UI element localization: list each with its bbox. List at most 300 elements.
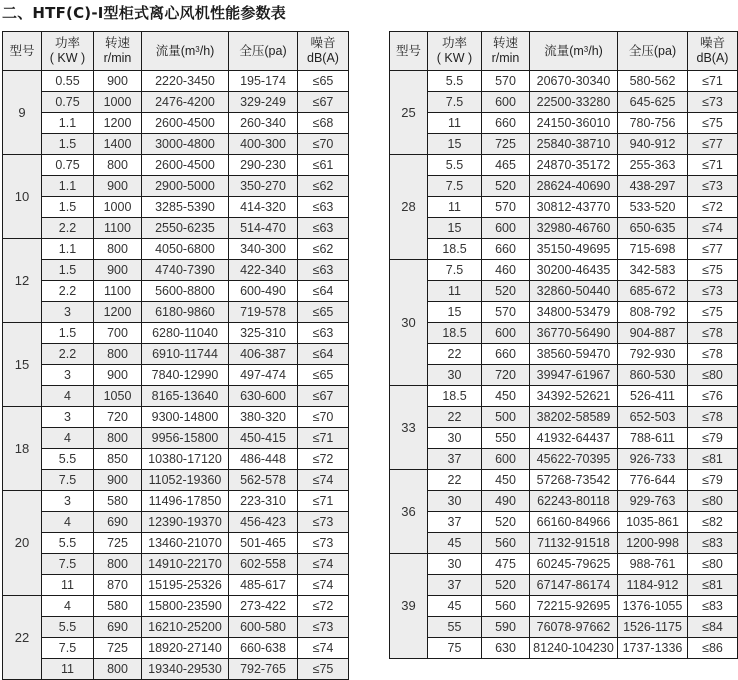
noise-cell: ≤73 (688, 281, 738, 302)
table-row (3, 617, 349, 638)
flow-cell: 7840-12990 (142, 365, 229, 386)
header-pressure: 全压(pa) (229, 32, 298, 71)
table-row (3, 176, 349, 197)
speed-cell: 1050 (94, 386, 142, 407)
model-cell: 22 (3, 596, 42, 680)
table-row (390, 470, 738, 491)
header-speed-unit: r/min (491, 51, 520, 65)
pressure-cell: 860-530 (618, 365, 688, 386)
model-cell: 12 (3, 239, 42, 323)
page-title: 二、HTF(C)-I型柜式离心风机性能参数表 (2, 4, 286, 22)
speed-cell: 800 (94, 554, 142, 575)
speed-cell: 1200 (94, 302, 142, 323)
speed-cell: 720 (94, 407, 142, 428)
table-row (390, 365, 738, 386)
speed-cell: 600 (482, 218, 530, 239)
noise-cell: ≤62 (298, 239, 349, 260)
pressure-cell: 422-340 (229, 260, 298, 281)
power-cell: 18.5 (428, 323, 482, 344)
flow-cell: 18920-27140 (142, 638, 229, 659)
speed-cell: 1000 (94, 92, 142, 113)
header-speed-unit: r/min (103, 51, 132, 65)
table-row (3, 470, 349, 491)
table-row (390, 617, 738, 638)
speed-cell: 450 (482, 470, 530, 491)
table-body (3, 71, 349, 680)
table-row (390, 92, 738, 113)
table-row (3, 449, 349, 470)
header-flow-unit: /h) (588, 43, 603, 58)
power-cell: 30 (428, 491, 482, 512)
power-cell: 5.5 (42, 533, 94, 554)
noise-cell: ≤79 (688, 470, 738, 491)
noise-cell: ≤75 (688, 302, 738, 323)
header-speed (94, 32, 142, 71)
pressure-cell: 926-733 (618, 449, 688, 470)
pressure-cell: 273-422 (229, 596, 298, 617)
table-row (390, 638, 738, 659)
speed-cell: 475 (482, 554, 530, 575)
speed-cell: 580 (94, 596, 142, 617)
noise-cell: ≤65 (298, 365, 349, 386)
noise-cell: ≤61 (298, 155, 349, 176)
noise-cell: ≤83 (688, 596, 738, 617)
model-cell: 36 (390, 470, 428, 554)
flow-cell: 32860-50440 (530, 281, 618, 302)
power-cell: 4 (42, 596, 94, 617)
noise-cell: ≤64 (298, 281, 349, 302)
speed-cell: 1400 (94, 134, 142, 155)
noise-cell: ≤74 (298, 470, 349, 491)
flow-cell: 2600-4500 (142, 113, 229, 134)
noise-cell: ≤68 (298, 113, 349, 134)
pressure-cell: 792-930 (618, 344, 688, 365)
table-row (390, 197, 738, 218)
pressure-cell: 406-387 (229, 344, 298, 365)
power-cell: 1.1 (42, 239, 94, 260)
header-speed-label: 转速 (104, 36, 130, 50)
power-cell: 5.5 (42, 617, 94, 638)
table-row (390, 554, 738, 575)
header-power-unit: ( KW ) (49, 51, 86, 65)
pressure-cell: 325-310 (229, 323, 298, 344)
header-power (428, 32, 482, 71)
table-row (390, 134, 738, 155)
pressure-cell: 501-465 (229, 533, 298, 554)
table-row (390, 71, 738, 92)
power-cell: 45 (428, 596, 482, 617)
pressure-cell: 580-562 (618, 71, 688, 92)
flow-cell: 38560-59470 (530, 344, 618, 365)
table-body (390, 71, 738, 659)
power-cell: 0.55 (42, 71, 94, 92)
flow-cell: 19340-29530 (142, 659, 229, 680)
header-noise (688, 32, 738, 71)
noise-cell: ≤74 (298, 638, 349, 659)
header-flow-sup: 3 (583, 44, 589, 54)
flow-cell: 35150-49695 (530, 239, 618, 260)
pressure-cell: 438-297 (618, 176, 688, 197)
speed-cell: 900 (94, 71, 142, 92)
flow-cell: 15800-23590 (142, 596, 229, 617)
speed-cell: 460 (482, 260, 530, 281)
noise-cell: ≤77 (688, 239, 738, 260)
pressure-cell: 195-174 (229, 71, 298, 92)
noise-cell: ≤78 (688, 407, 738, 428)
pressure-cell: 562-578 (229, 470, 298, 491)
flow-cell: 4740-7390 (142, 260, 229, 281)
noise-cell: ≤84 (688, 617, 738, 638)
speed-cell: 500 (482, 407, 530, 428)
speed-cell: 600 (482, 323, 530, 344)
pressure-cell: 1737-1336 (618, 638, 688, 659)
flow-cell: 6910-11744 (142, 344, 229, 365)
pressure-cell: 414-320 (229, 197, 298, 218)
header-power (42, 32, 94, 71)
flow-cell: 2220-3450 (142, 71, 229, 92)
noise-cell: ≤80 (688, 365, 738, 386)
speed-cell: 800 (94, 428, 142, 449)
table-row (3, 386, 349, 407)
pressure-cell: 1035-861 (618, 512, 688, 533)
speed-cell: 870 (94, 575, 142, 596)
speed-cell: 700 (94, 323, 142, 344)
pressure-cell: 380-320 (229, 407, 298, 428)
fan-spec-table-left (2, 31, 349, 680)
pressure-cell: 660-638 (229, 638, 298, 659)
table-row (390, 260, 738, 281)
table-row (3, 323, 349, 344)
power-cell: 30 (428, 365, 482, 386)
speed-cell: 570 (482, 71, 530, 92)
header-flow-label: 流量(m (544, 43, 584, 58)
header-noise-label: 噪音 (699, 36, 725, 50)
noise-cell: ≤78 (688, 323, 738, 344)
flow-cell: 6180-9860 (142, 302, 229, 323)
table-row (3, 554, 349, 575)
model-cell: 30 (390, 260, 428, 386)
flow-cell: 2900-5000 (142, 176, 229, 197)
pressure-cell: 988-761 (618, 554, 688, 575)
speed-cell: 1100 (94, 218, 142, 239)
flow-cell: 2600-4500 (142, 155, 229, 176)
noise-cell: ≤77 (688, 134, 738, 155)
table-header (390, 32, 738, 71)
pressure-cell: 780-756 (618, 113, 688, 134)
table-row (390, 428, 738, 449)
power-cell: 1.1 (42, 113, 94, 134)
pressure-cell: 1526-1175 (618, 617, 688, 638)
noise-cell: ≤65 (298, 71, 349, 92)
flow-cell: 30812-43770 (530, 197, 618, 218)
power-cell: 15 (428, 218, 482, 239)
flow-cell: 39947-61967 (530, 365, 618, 386)
flow-cell: 9956-15800 (142, 428, 229, 449)
table-row (3, 281, 349, 302)
noise-cell: ≤73 (688, 176, 738, 197)
flow-cell: 62243-80118 (530, 491, 618, 512)
flow-cell: 12390-19370 (142, 512, 229, 533)
flow-cell: 81240-104230 (530, 638, 618, 659)
speed-cell: 560 (482, 596, 530, 617)
speed-cell: 660 (482, 239, 530, 260)
speed-cell: 900 (94, 260, 142, 281)
noise-cell: ≤73 (688, 92, 738, 113)
flow-cell: 60245-79625 (530, 554, 618, 575)
model-cell: 39 (390, 554, 428, 659)
flow-cell: 28624-40690 (530, 176, 618, 197)
speed-cell: 725 (94, 533, 142, 554)
flow-cell: 11496-17850 (142, 491, 229, 512)
speed-cell: 900 (94, 470, 142, 491)
table-row (390, 302, 738, 323)
noise-cell: ≤63 (298, 260, 349, 281)
speed-cell: 520 (482, 176, 530, 197)
pressure-cell: 650-635 (618, 218, 688, 239)
model-cell: 18 (3, 407, 42, 491)
power-cell: 7.5 (428, 176, 482, 197)
noise-cell: ≤80 (688, 491, 738, 512)
speed-cell: 1200 (94, 113, 142, 134)
flow-cell: 20670-30340 (530, 71, 618, 92)
speed-cell: 725 (94, 638, 142, 659)
power-cell: 2.2 (42, 344, 94, 365)
pressure-cell: 1200-998 (618, 533, 688, 554)
speed-cell: 900 (94, 176, 142, 197)
pressure-cell: 486-448 (229, 449, 298, 470)
speed-cell: 850 (94, 449, 142, 470)
table-row (3, 302, 349, 323)
pressure-cell: 602-558 (229, 554, 298, 575)
header-noise-unit: dB(A) (307, 51, 339, 65)
power-cell: 2.2 (42, 281, 94, 302)
model-cell: 15 (3, 323, 42, 407)
flow-cell: 6280-11040 (142, 323, 229, 344)
table-row (3, 533, 349, 554)
table-row (390, 407, 738, 428)
pressure-cell: 533-520 (618, 197, 688, 218)
header-flow-unit: /h) (199, 43, 215, 58)
flow-cell: 71132-91518 (530, 533, 618, 554)
power-cell: 22 (428, 407, 482, 428)
noise-cell: ≤70 (298, 134, 349, 155)
flow-cell: 30200-46435 (530, 260, 618, 281)
table-row (390, 449, 738, 470)
header-noise-unit: dB(A) (696, 51, 729, 65)
header-model: 型号 (3, 32, 42, 71)
power-cell: 1.1 (42, 176, 94, 197)
table-row (3, 428, 349, 449)
flow-cell: 14910-22170 (142, 554, 229, 575)
flow-cell: 34800-53479 (530, 302, 618, 323)
speed-cell: 570 (482, 302, 530, 323)
speed-cell: 560 (482, 533, 530, 554)
flow-cell: 16210-25200 (142, 617, 229, 638)
noise-cell: ≤73 (298, 533, 349, 554)
model-cell: 10 (3, 155, 42, 239)
noise-cell: ≤72 (298, 449, 349, 470)
pressure-cell: 329-249 (229, 92, 298, 113)
power-cell: 45 (428, 533, 482, 554)
noise-cell: ≤71 (298, 491, 349, 512)
header-noise-label: 噪音 (310, 36, 336, 50)
speed-cell: 630 (482, 638, 530, 659)
noise-cell: ≤78 (688, 344, 738, 365)
model-cell: 9 (3, 71, 42, 155)
speed-cell: 800 (94, 659, 142, 680)
flow-cell: 9300-14800 (142, 407, 229, 428)
table-row (3, 638, 349, 659)
model-cell: 33 (390, 386, 428, 470)
table-row (390, 491, 738, 512)
pressure-cell: 514-470 (229, 218, 298, 239)
table-row (390, 239, 738, 260)
header-flow (530, 32, 618, 71)
flow-cell: 2476-4200 (142, 92, 229, 113)
table-row (3, 197, 349, 218)
power-cell: 3 (42, 365, 94, 386)
speed-cell: 580 (94, 491, 142, 512)
flow-cell: 45622-70395 (530, 449, 618, 470)
noise-cell: ≤74 (298, 575, 349, 596)
speed-cell: 450 (482, 386, 530, 407)
power-cell: 37 (428, 575, 482, 596)
flow-cell: 72215-92695 (530, 596, 618, 617)
flow-cell: 36770-56490 (530, 323, 618, 344)
model-cell: 28 (390, 155, 428, 260)
noise-cell: ≤75 (688, 260, 738, 281)
speed-cell: 490 (482, 491, 530, 512)
power-cell: 37 (428, 512, 482, 533)
flow-cell: 11052-19360 (142, 470, 229, 491)
noise-cell: ≤75 (688, 113, 738, 134)
noise-cell: ≤82 (688, 512, 738, 533)
noise-cell: ≤72 (688, 197, 738, 218)
table-header (3, 32, 349, 71)
table-row (390, 596, 738, 617)
table-row (3, 71, 349, 92)
noise-cell: ≤75 (298, 659, 349, 680)
power-cell: 11 (428, 113, 482, 134)
noise-cell: ≤67 (298, 92, 349, 113)
flow-cell: 22500-33280 (530, 92, 618, 113)
power-cell: 5.5 (428, 155, 482, 176)
table-row (3, 659, 349, 680)
flow-cell: 25840-38710 (530, 134, 618, 155)
table-row (3, 239, 349, 260)
model-cell: 20 (3, 491, 42, 596)
power-cell: 37 (428, 449, 482, 470)
speed-cell: 690 (94, 617, 142, 638)
speed-cell: 550 (482, 428, 530, 449)
power-cell: 30 (428, 554, 482, 575)
table-row (390, 176, 738, 197)
flow-cell: 3285-5390 (142, 197, 229, 218)
flow-cell: 5600-8800 (142, 281, 229, 302)
power-cell: 11 (42, 659, 94, 680)
pressure-cell: 456-423 (229, 512, 298, 533)
noise-cell: ≤81 (688, 449, 738, 470)
noise-cell: ≤63 (298, 218, 349, 239)
table-row (3, 407, 349, 428)
header-flow (142, 32, 229, 71)
pressure-cell: 260-340 (229, 113, 298, 134)
power-cell: 4 (42, 512, 94, 533)
pressure-cell: 652-503 (618, 407, 688, 428)
power-cell: 30 (428, 428, 482, 449)
power-cell: 3 (42, 491, 94, 512)
noise-cell: ≤63 (298, 323, 349, 344)
noise-cell: ≤79 (688, 428, 738, 449)
header-power-label: 功率 (441, 36, 467, 50)
table-row (390, 281, 738, 302)
table-row (3, 134, 349, 155)
noise-cell: ≤71 (688, 71, 738, 92)
table-row (390, 533, 738, 554)
table-row (3, 596, 349, 617)
header-flow-sup: 3 (195, 44, 200, 54)
power-cell: 3 (42, 302, 94, 323)
power-cell: 1.5 (42, 197, 94, 218)
header-noise (298, 32, 349, 71)
table-row (390, 113, 738, 134)
table-row (390, 344, 738, 365)
power-cell: 11 (428, 281, 482, 302)
table-row (390, 218, 738, 239)
header-pressure: 全压(pa) (618, 32, 688, 71)
pressure-cell: 255-363 (618, 155, 688, 176)
power-cell: 5.5 (42, 449, 94, 470)
speed-cell: 660 (482, 344, 530, 365)
speed-cell: 690 (94, 512, 142, 533)
table-row (3, 92, 349, 113)
pressure-cell: 715-698 (618, 239, 688, 260)
speed-cell: 520 (482, 281, 530, 302)
speed-cell: 720 (482, 365, 530, 386)
flow-cell: 24870-35172 (530, 155, 618, 176)
table-row (390, 512, 738, 533)
pressure-cell: 290-230 (229, 155, 298, 176)
power-cell: 1.5 (42, 134, 94, 155)
flow-cell: 38202-58589 (530, 407, 618, 428)
pressure-cell: 630-600 (229, 386, 298, 407)
flow-cell: 10380-17120 (142, 449, 229, 470)
flow-cell: 4050-6800 (142, 239, 229, 260)
pressure-cell: 776-644 (618, 470, 688, 491)
header-speed (482, 32, 530, 71)
speed-cell: 800 (94, 344, 142, 365)
noise-cell: ≤83 (688, 533, 738, 554)
speed-cell: 600 (482, 92, 530, 113)
power-cell: 55 (428, 617, 482, 638)
power-cell: 22 (428, 470, 482, 491)
pressure-cell: 497-474 (229, 365, 298, 386)
flow-cell: 41932-64437 (530, 428, 618, 449)
noise-cell: ≤81 (688, 575, 738, 596)
power-cell: 7.5 (428, 92, 482, 113)
flow-cell: 34392-52621 (530, 386, 618, 407)
power-cell: 75 (428, 638, 482, 659)
power-cell: 5.5 (428, 71, 482, 92)
header-flow-label: 流量(m (155, 43, 196, 58)
speed-cell: 900 (94, 365, 142, 386)
table-row (3, 575, 349, 596)
speed-cell: 660 (482, 113, 530, 134)
pressure-cell: 400-300 (229, 134, 298, 155)
flow-cell: 66160-84966 (530, 512, 618, 533)
noise-cell: ≤70 (298, 407, 349, 428)
power-cell: 15 (428, 134, 482, 155)
